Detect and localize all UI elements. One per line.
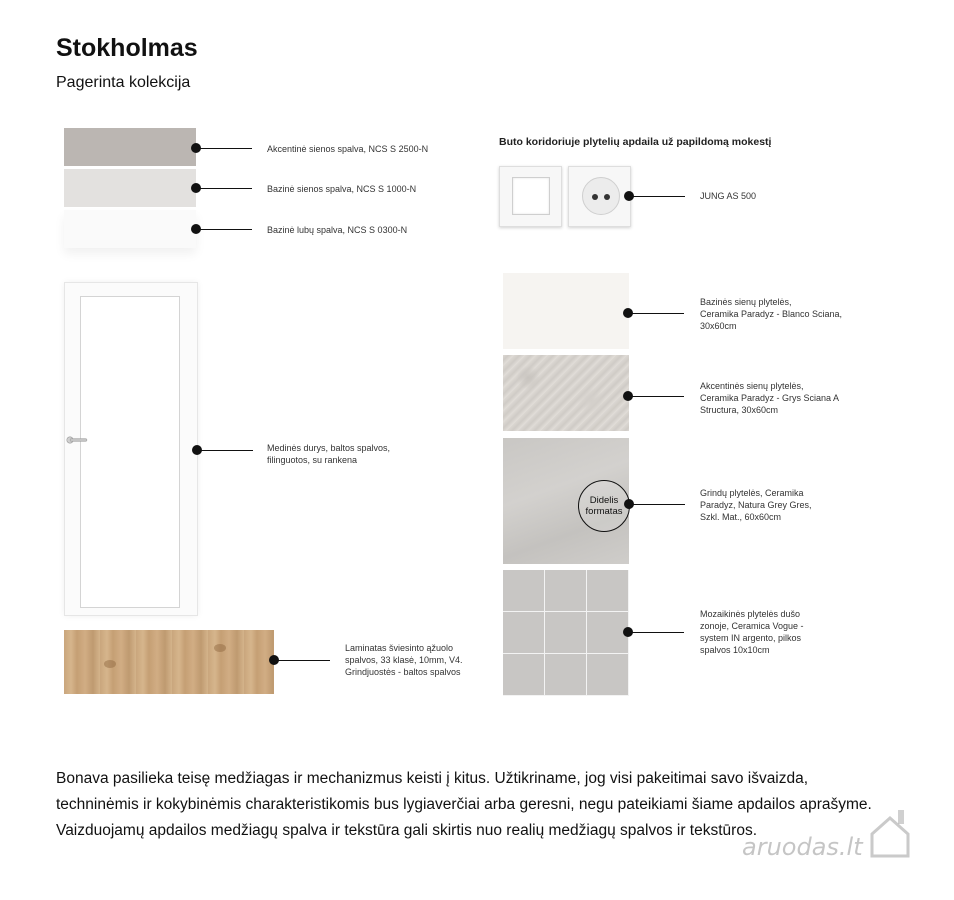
light-switch-image — [499, 166, 562, 227]
watermark-house-icon — [868, 808, 912, 858]
watermark-logo: aruodas.lt — [742, 833, 863, 861]
power-socket-image — [568, 166, 631, 227]
socket-pin — [604, 194, 610, 200]
leader-line — [628, 313, 684, 314]
laminate-image — [64, 630, 274, 694]
swatch-label: Bazinė sienos spalva, NCS S 1000-N — [267, 184, 417, 194]
leader-line — [628, 632, 684, 633]
leader-line — [197, 450, 253, 451]
socket-pin — [592, 194, 598, 200]
leader-line — [274, 660, 330, 661]
leader-line — [629, 196, 685, 197]
page-subtitle: Pagerinta kolekcija — [56, 74, 191, 91]
page-title: Stokholmas — [56, 34, 198, 62]
door-panel — [80, 296, 180, 608]
mosaic-tile-image — [503, 570, 629, 696]
leader-line — [629, 504, 685, 505]
corridor-heading: Buto koridoriuje plytelių apdaila už papildomą mokestį — [499, 136, 772, 148]
wood-knot — [104, 660, 116, 668]
switch-label: JUNG AS 500 — [700, 191, 757, 201]
socket-icon — [582, 177, 620, 215]
swatch-base-wall — [64, 169, 196, 207]
large-format-badge: Didelis formatas — [578, 480, 630, 532]
leader-line — [196, 229, 252, 230]
wood-knot — [214, 644, 226, 652]
disclaimer-paragraph: Bonava pasilieka teisę medžiagas ir mechanizmus keisti į kitus. Užtikriname, jog visi pakeitimai savo išvaizda, techninėmis ir kokybinėmis charakteristikomis bus lygiaverčiai arba geresni, negu pateikiami šiame apdailos aprašyme. Vaizduojamų apdailos medžiagų spalva ir tekstūra gali skirtis nuo realių medžiagų spalvos ir tekstūros. — [56, 770, 872, 839]
switch-rocker — [512, 177, 550, 215]
swatch-label: Bazinė lubų spalva, NCS S 0300-N — [267, 225, 408, 235]
tile-label: Mozaikinės plytelės dušo zonoje, Ceramica Vogue - system IN argento, pilkos spalvos 10x10cm — [700, 609, 804, 655]
tile-label: Grindų plytelės, Ceramika Paradyz, Natura Grey Gres, Szkl. Mat., 60x60cm — [700, 488, 812, 522]
swatch-ceiling — [64, 210, 196, 248]
wall-tile-white-image — [503, 273, 629, 349]
swatch-accent-wall — [64, 128, 196, 166]
laminate-label: Laminatas šviesinto ąžuolo spalvos, 33 klasė, 10mm, V4. Grindjuostės - baltos spalvos — [345, 643, 463, 677]
door-label: Medinės durys, baltos spalvos, filinguotos, su rankena — [267, 443, 391, 465]
leader-line — [196, 148, 252, 149]
swatch-label: Akcentinė sienos spalva, NCS S 2500-N — [267, 144, 429, 154]
tile-label: Bazinės sienų plytelės, Ceramika Paradyz - Blanco Sciana, 30x60cm — [700, 297, 843, 331]
wall-tile-accent-image — [503, 355, 629, 431]
door-handle-icon — [66, 436, 88, 444]
leader-line — [196, 188, 252, 189]
tile-label: Akcentinės sienų plytelės, Ceramika Paradyz - Grys Sciana A Structura, 30x60cm — [700, 381, 840, 415]
leader-line — [628, 396, 684, 397]
